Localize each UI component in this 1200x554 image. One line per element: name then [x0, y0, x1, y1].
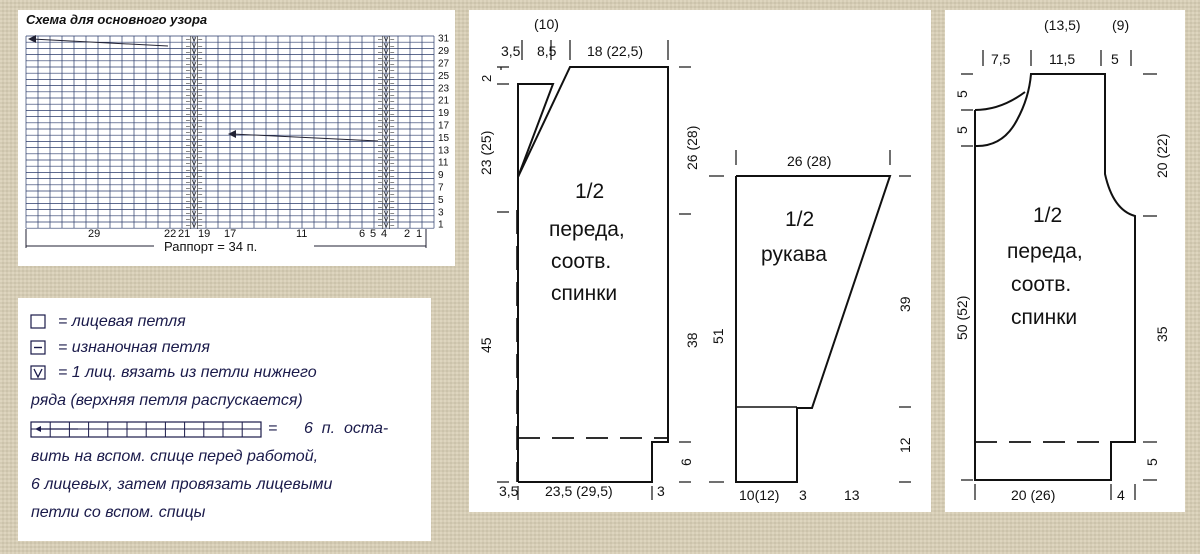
label-21: 21 — [178, 228, 191, 240]
stitch-symbol: –|V|– — [378, 80, 395, 88]
stitch-symbol: –|V|– — [378, 67, 395, 75]
pattern-front-left — [517, 67, 668, 482]
p2-label-l3: спинки — [1011, 306, 1078, 329]
p1-right-38: 38 — [684, 332, 700, 348]
stitch-symbol: –|V|– — [186, 42, 203, 50]
chart-row-numbers — [438, 34, 450, 231]
stitch-symbol: –|V|– — [186, 80, 203, 88]
row-number: 29 — [438, 46, 450, 58]
stitch-symbol: –|V|– — [186, 129, 203, 137]
stitch-symbol: –|V|– — [186, 67, 203, 75]
legend-knit-text: = лицевая петля — [58, 313, 186, 330]
stitch-symbol: –|V|– — [186, 104, 203, 112]
stitch-symbol: –|V|– — [378, 173, 395, 181]
row-number: 15 — [438, 132, 450, 144]
chart-grid — [26, 36, 434, 230]
stitch-symbol: –|V|– — [186, 86, 203, 94]
row-number: 5 — [438, 194, 444, 206]
p2-bottom-4: 4 — [1117, 487, 1125, 503]
stitch-symbol: –|V|– — [378, 166, 395, 174]
p2-label-l1: переда, — [1007, 240, 1083, 263]
stitch-symbol: –|V|– — [186, 154, 203, 162]
stitch-symbol: –|V|– — [378, 92, 395, 100]
p2-right-35: 35 — [1154, 326, 1170, 342]
legend-slip-text-2: ряда (верхняя петля распускается) — [31, 392, 303, 409]
pattern2-svg — [945, 10, 1185, 512]
stitch-symbol: –|V|– — [186, 117, 203, 125]
p1-top-18: 18 (22,5) — [587, 43, 644, 59]
label-4: 4 — [381, 228, 388, 240]
stitch-symbol: –|V|– — [186, 173, 203, 181]
legend-cable-text-3: 6 лицевых, затем провязать лицевыми — [31, 476, 333, 493]
sleeve-right-12: 12 — [897, 437, 913, 453]
rapport-label: Раппорт = 34 п. — [164, 239, 258, 254]
row-number: 27 — [438, 58, 450, 70]
stitch-symbol: –|V|– — [378, 117, 395, 125]
p1-left-2: 2 — [479, 74, 494, 82]
legend-panel — [18, 298, 431, 541]
stitch-symbol: –|V|– — [378, 148, 395, 156]
arrow-head-mid — [228, 130, 236, 138]
label-1: 1 — [416, 228, 423, 240]
stitch-symbol: –|V|– — [186, 185, 203, 193]
row-number: 23 — [438, 83, 450, 95]
row-number: 7 — [438, 182, 444, 194]
stitch-symbol: –|V|– — [378, 61, 395, 69]
p1-right-6: 6 — [678, 458, 694, 466]
stitch-symbol: –|V|– — [378, 73, 395, 81]
stitch-symbol: –|V|– — [186, 216, 203, 224]
p2-label-frac: 1/2 — [1033, 204, 1063, 227]
pattern2-panel — [945, 10, 1185, 512]
sleeve-dims — [709, 150, 911, 482]
stitch-symbol: –|V|– — [378, 191, 395, 199]
stitch-symbol: –|V|– — [186, 142, 203, 150]
stitch-symbol: –|V|– — [186, 111, 203, 119]
p2-left-50: 50 (52) — [954, 295, 970, 340]
p1-label-frac: 1/2 — [575, 180, 605, 203]
label-6: 6 — [359, 228, 366, 240]
p1-left-45: 45 — [478, 337, 494, 353]
stitch-symbol: –|V|– — [378, 42, 395, 50]
stitch-symbol: –|V|– — [186, 191, 203, 199]
p2-top-135: (13,5) — [1044, 17, 1081, 33]
p1-left-23: 23 (25) — [478, 130, 494, 175]
chart-title: Схема для основного узора — [26, 12, 208, 27]
stitch-symbol: –|V|– — [186, 135, 203, 143]
stitch-symbol: –|V|– — [186, 210, 203, 218]
stitch-symbol: –|V|– — [378, 142, 395, 150]
p2-top-5: 5 — [1111, 51, 1119, 67]
p2-top-75: 7,5 — [991, 51, 1011, 67]
row-number: 31 — [438, 33, 450, 45]
stitch-symbol: –|V|– — [186, 92, 203, 100]
sleeve-top: 26 (28) — [787, 153, 832, 169]
stitch-symbol: –|V|– — [378, 154, 395, 162]
stitch-symbol: –|V|– — [186, 179, 203, 187]
stitch-symbol: –|V|– — [378, 197, 395, 205]
stitch-chart — [18, 10, 455, 266]
label-11: 11 — [296, 228, 308, 240]
stitch-symbol: –|V|– — [186, 148, 203, 156]
row-number: 25 — [438, 70, 450, 82]
p2-left-5b: 5 — [954, 126, 970, 134]
stitch-symbol: –|V|– — [378, 49, 395, 57]
p1-top-paren: (10) — [534, 16, 559, 32]
sleeve-label-frac: 1/2 — [785, 208, 815, 231]
p1-label-l3: спинки — [551, 282, 618, 305]
label-22: 22 — [164, 228, 177, 240]
p1-top-35: 3,5 — [501, 43, 521, 59]
p1-bottom-35: 3,5 — [499, 483, 519, 499]
sleeve-left-51: 51 — [710, 328, 726, 344]
p2-top-9: (9) — [1112, 17, 1130, 33]
stitch-symbol: –|V|– — [378, 55, 395, 63]
row-number: 9 — [438, 170, 444, 182]
legend-cable-text-1: = 6 п. оста- — [268, 420, 389, 437]
stitch-symbol: –|V|– — [378, 86, 395, 94]
sleeve-bottom-13: 13 — [844, 487, 860, 503]
sleeve-bottom-10: 10(12) — [739, 487, 780, 503]
p2-label-l2: соотв. — [1011, 273, 1072, 296]
p1-label-l2: соотв. — [551, 250, 612, 273]
p1-right-26: 26 (28) — [684, 125, 700, 170]
stitch-chart-panel — [18, 10, 455, 266]
row-number: 13 — [438, 145, 450, 157]
stitch-symbol: –|V|– — [378, 104, 395, 112]
stitch-symbol: –|V|– — [378, 222, 395, 230]
patterns-panel — [469, 10, 931, 512]
label-29: 29 — [88, 228, 101, 240]
label-19: 19 — [198, 228, 211, 240]
stitch-symbol: –|V|– — [378, 123, 395, 131]
legend-cable-text-2: вить на вспом. спице перед работой, — [31, 448, 319, 465]
stitch-symbol: –|V|– — [378, 98, 395, 106]
knit-symbol-icon — [31, 315, 45, 328]
p2-left-5a: 5 — [954, 90, 970, 98]
stitch-symbol: –|V|– — [378, 185, 395, 193]
p1-top-85: 8,5 — [537, 43, 557, 59]
stitch-symbol: –|V|– — [186, 61, 203, 69]
stitch-symbol: –|V|– — [186, 197, 203, 205]
stitch-symbol: –|V|– — [186, 98, 203, 106]
stitch-symbol: –|V|– — [186, 222, 203, 230]
stitch-symbol: –|V|– — [378, 204, 395, 212]
sleeve-bottom-3: 3 — [799, 487, 807, 503]
stitch-symbol: –|V|– — [378, 160, 395, 168]
stitch-symbol: –|V|– — [378, 129, 395, 137]
p2-top-115: 11,5 — [1049, 51, 1076, 67]
sleeve-label-l1: рукава — [761, 243, 827, 266]
row-number: 11 — [438, 157, 449, 169]
row-number: 19 — [438, 108, 450, 120]
row-number: 17 — [438, 120, 450, 132]
label-2: 2 — [404, 228, 411, 240]
stitch-symbol: –|V|– — [378, 210, 395, 218]
label-5: 5 — [370, 228, 377, 240]
stitch-symbol: –|V|– — [186, 55, 203, 63]
legend-purl-text: = изнаночная петля — [58, 339, 210, 356]
legend-cable-text-4: петли со вспом. спицы — [31, 504, 206, 521]
p1-label-l1: переда, — [549, 218, 625, 241]
row-number: 1 — [438, 219, 444, 231]
stitch-symbol: –|V|– — [186, 166, 203, 174]
label-17: 17 — [224, 228, 237, 240]
cable-symbol-icon — [31, 422, 261, 437]
row-number: 21 — [438, 95, 450, 107]
stitch-symbol: –|V|– — [186, 49, 203, 57]
p2-right-5: 5 — [1144, 458, 1160, 466]
p2-bottom-20: 20 (26) — [1011, 487, 1056, 503]
stitch-symbol: –|V|– — [378, 216, 395, 224]
p2-right-20: 20 (22) — [1154, 133, 1170, 178]
stitch-symbol: –|V|– — [186, 123, 203, 131]
legend-slip-text-1: = 1 лиц. вязать из петли нижнего — [58, 364, 317, 381]
stitch-symbol: –|V|– — [186, 160, 203, 168]
p1-bottom-3: 3 — [657, 483, 665, 499]
stitch-symbol: –|V|– — [186, 36, 203, 44]
row-number: 3 — [438, 207, 444, 219]
sleeve-right-39: 39 — [897, 296, 913, 312]
patterns-svg — [469, 10, 931, 512]
stitch-symbol: –|V|– — [186, 73, 203, 81]
p1-bottom-235: 23,5 (29,5) — [545, 483, 613, 499]
stitch-symbol: –|V|– — [186, 204, 203, 212]
stitch-symbol: –|V|– — [378, 111, 395, 119]
stitch-symbol: –|V|– — [378, 135, 395, 143]
stitch-symbol: –|V|– — [378, 179, 395, 187]
stitch-symbol: –|V|– — [378, 36, 395, 44]
